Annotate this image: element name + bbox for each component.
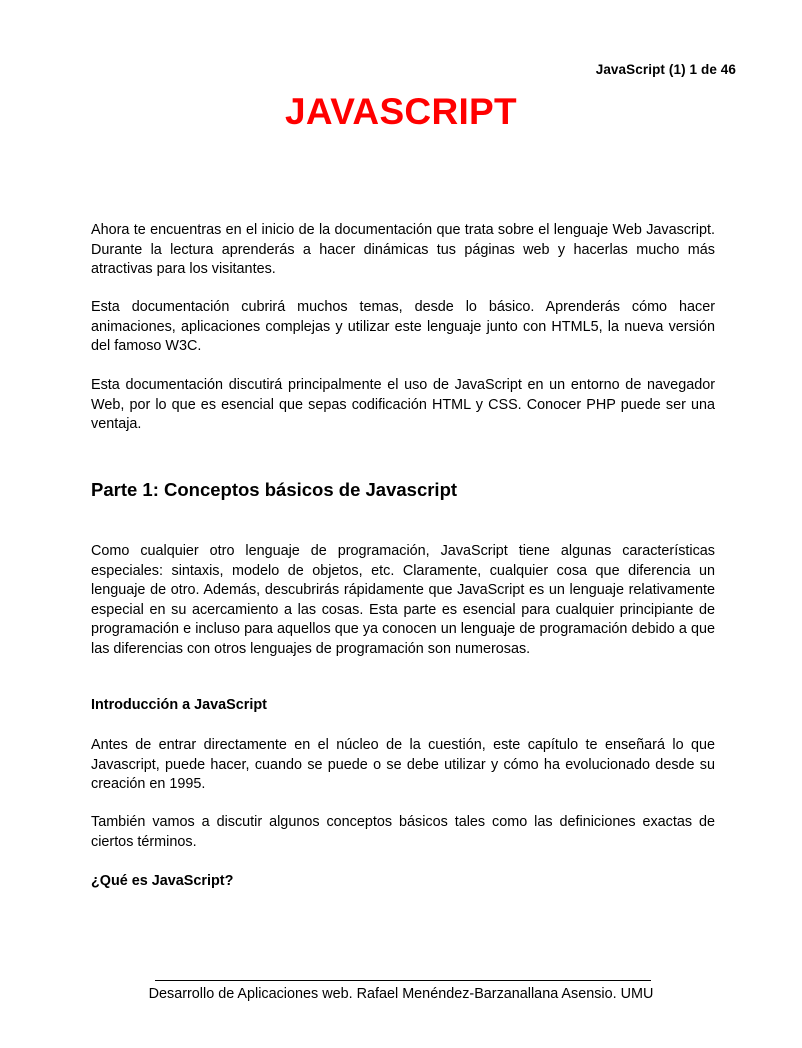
intro-js-paragraph-1: Antes de entrar directamente en el núcleo de la cuestión, este capítulo te enseñará lo que Javascript, puede hacer, cuando se puede o se debe utilizar y cómo ha evolucionado desde su creación en 1995. [91,737,715,793]
intro-js-paragraph-2: También vamos a discutir algunos conceptos básicos tales como las definiciones exactas de ciertos términos. [91,814,715,850]
footer-divider [155,980,651,981]
footer-credit: Desarrollo de Aplicaciones web. Rafael Menéndez-Barzanallana Asensio. UMU [148,986,654,1002]
what-is-js-heading: ¿Qué es JavaScript? [91,873,234,889]
intro-paragraph-1: Ahora te encuentras en el inicio de la documentación que trata sobre el lenguaje Web Javascript. Durante la lectura aprenderás a hacer dinámicas tus páginas web y hacerlas mucho más atractivas para los visitantes. [91,222,715,278]
part-1-heading: Parte 1: Conceptos básicos de Javascript [91,479,458,500]
page-number-label: JavaScript (1) 1 de 46 [595,62,736,77]
intro-paragraph-3: Esta documentación discutirá principalmente el uso de JavaScript en un entorno de navegador Web, por lo que es esencial que sepas codificación HTML y CSS. Conocer PHP puede ser una ventaja. [91,377,715,433]
document-title: JAVASCRIPT [285,91,517,132]
intro-js-heading: Introducción a JavaScript [91,697,267,713]
intro-paragraph-2: Esta documentación cubrirá muchos temas, desde lo básico. Aprenderás cómo hacer animaciones, aplicaciones complejas y utilizar este lenguaje junto con HTML5, la nueva versión del famoso W3C. [91,299,715,355]
part-1-paragraph: Como cualquier otro lenguaje de programación, JavaScript tiene algunas características especiales: sintaxis, modelo de objetos, etc. Claramente, cualquier cosa que diferencia un lenguaje de otro. Además, descubrirás rápidamente que JavaScript es un lenguaje relativamente especial en su acercamiento a las cosas. Esta parte es esencial para cualquier principiante de programación e incluso para aquellos que ya conocen un lenguaje de programación debido a que las diferencias con otros lenguajes de programación son numerosas. [91,543,715,657]
